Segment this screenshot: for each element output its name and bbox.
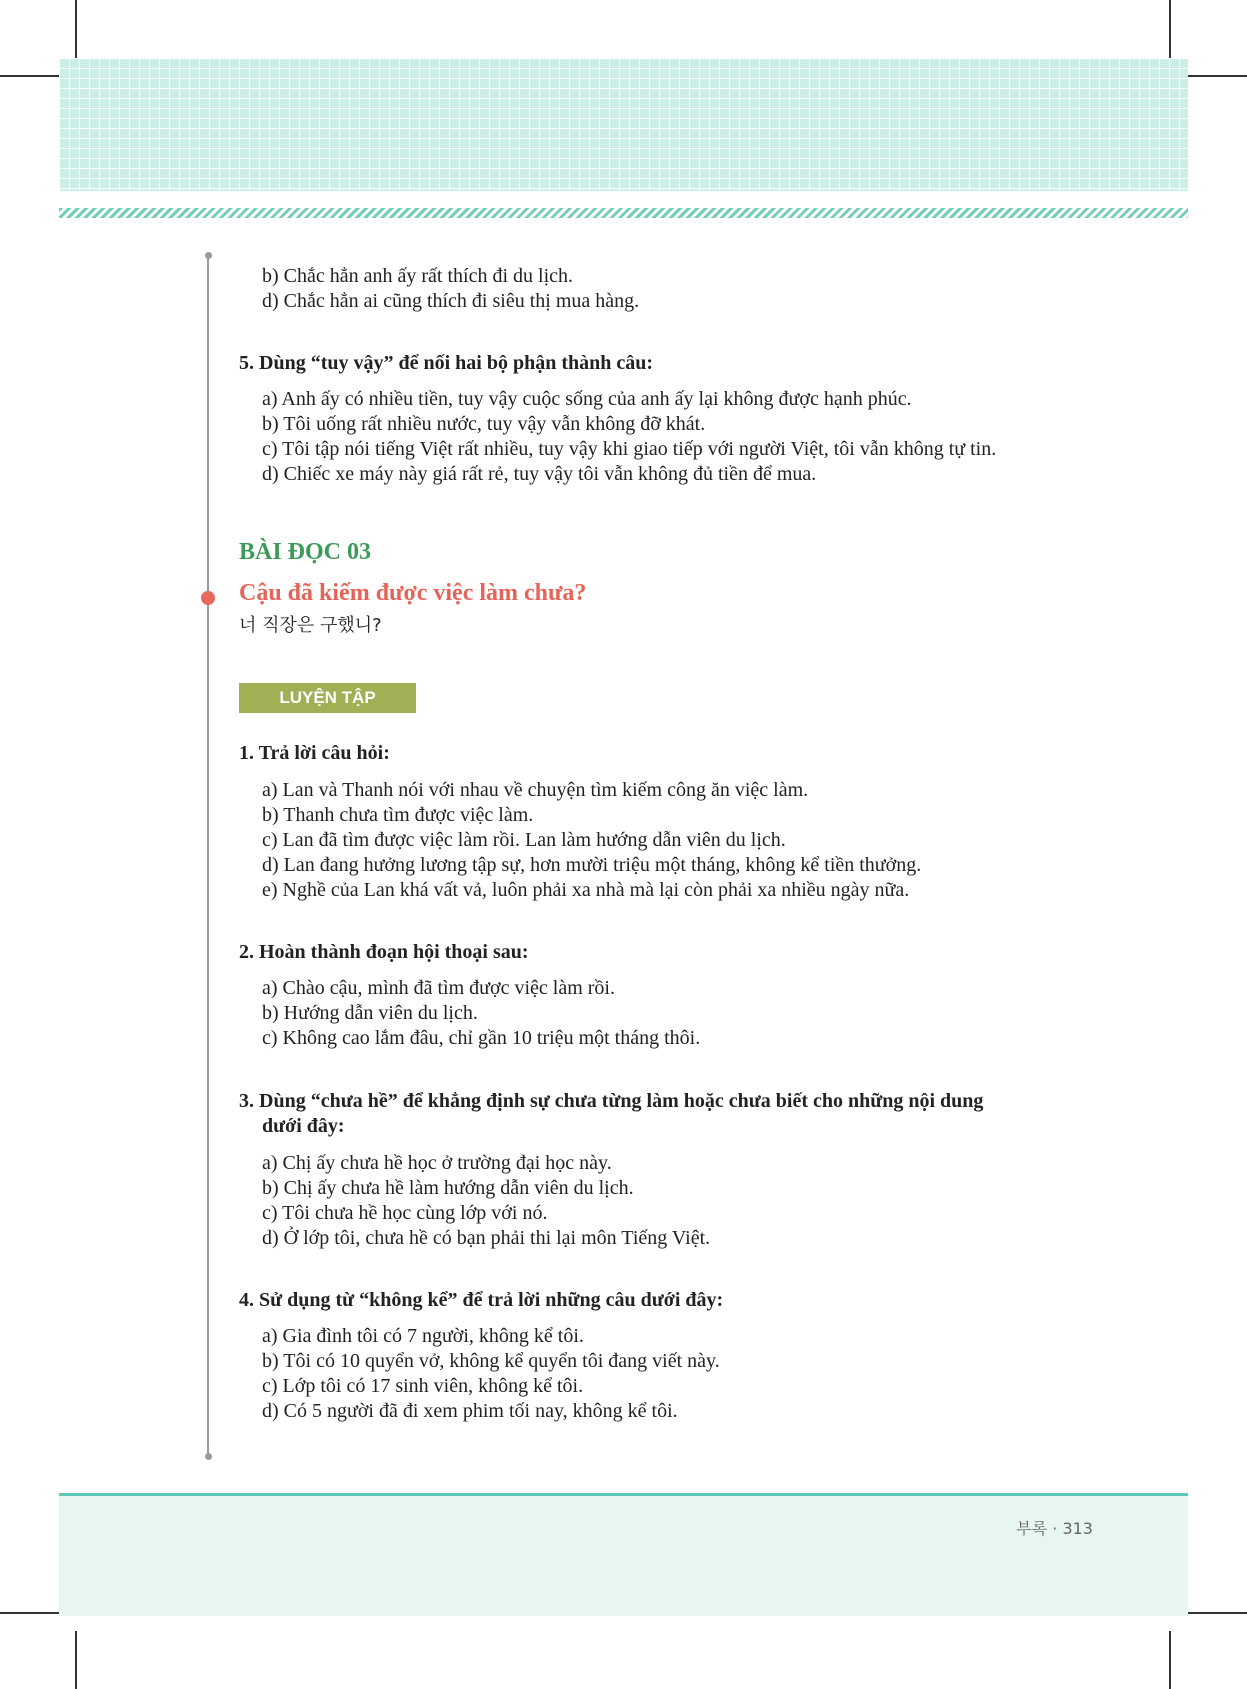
crop-mark (1169, 0, 1171, 58)
list-item: a) Lan và Thanh nói với nhau về chuyện tìm kiếm công ăn việc làm. (262, 779, 809, 801)
exercise-heading: 5. Dùng “tuy vậy” để nối hai bộ phận thành câu: (239, 352, 654, 374)
list-item: d) Lan đang hưởng lương tập sự, hơn mười triệu một tháng, không kể tiền thưởng. (262, 854, 922, 876)
list-item: b) Tôi có 10 quyển vở, không kể quyển tôi đang viết này. (262, 1350, 720, 1372)
page-number: 부록 · 313 (1016, 1519, 1093, 1538)
list-item: d) Chắc hẳn ai cũng thích đi siêu thị mua hàng. (262, 290, 640, 312)
header-grid-band (59, 58, 1188, 191)
list-item: a) Chị ấy chưa hề học ở trường đại học này. (262, 1152, 612, 1174)
list-item: c) Lan đã tìm được việc làm rồi. Lan làm hướng dẫn viên du lịch. (262, 829, 786, 851)
list-item: c) Tôi chưa hề học cùng lớp với nó. (262, 1202, 548, 1224)
list-item: b) Chắc hẳn anh ấy rất thích đi du lịch. (262, 265, 574, 287)
list-item: c) Lớp tôi có 17 sinh viên, không kể tôi. (262, 1375, 584, 1397)
list-item: e) Nghề của Lan khá vất vả, luôn phải xa nhà mà lại còn phải xa nhiều ngày nữa. (262, 879, 910, 901)
list-item: b) Thanh chưa tìm được việc làm. (262, 804, 534, 826)
section-title: BÀI ĐỌC 03 (239, 539, 372, 565)
exercise-heading: 3. Dùng “chưa hề” để khẳng định sự chưa từng làm hoặc chưa biết cho những nội dung (239, 1090, 984, 1112)
crop-mark (75, 0, 77, 58)
header-hatch-stripe (59, 208, 1188, 218)
list-item: c) Tôi tập nói tiếng Việt rất nhiều, tuy vậy khi giao tiếp với người Việt, tôi vẫn không tự tin. (262, 438, 997, 460)
crop-mark (1188, 1612, 1247, 1614)
list-item: b) Hướng dẫn viên du lịch. (262, 1002, 478, 1024)
list-item: b) Tôi uống rất nhiều nước, tuy vậy vẫn không đỡ khát. (262, 413, 706, 435)
list-item: d) Chiếc xe máy này giá rất rẻ, tuy vậy tôi vẫn không đủ tiền để mua. (262, 463, 817, 485)
exercise-heading-continued: dưới đây: (262, 1115, 345, 1137)
list-item: d) Có 5 người đã đi xem phim tối nay, không kể tôi. (262, 1400, 678, 1422)
footer-band (59, 1493, 1188, 1616)
lesson-title-korean: 너 직장은 구했니? (239, 615, 382, 636)
margin-dot-top (205, 252, 212, 259)
crop-mark (1169, 1631, 1171, 1689)
crop-mark (0, 75, 59, 77)
exercise-heading: 2. Hoàn thành đoạn hội thoại sau: (239, 941, 529, 963)
crop-mark (1188, 75, 1247, 77)
list-item: a) Anh ấy có nhiều tiền, tuy vậy cuộc sống của anh ấy lại không được hạnh phúc. (262, 388, 912, 410)
crop-mark (0, 1612, 59, 1614)
list-item: a) Chào cậu, mình đã tìm được việc làm rồi. (262, 977, 615, 999)
margin-dot-bottom (205, 1453, 212, 1460)
exercise-heading: 4. Sử dụng từ “không kể” để trả lời những câu dưới đây: (239, 1289, 724, 1311)
list-item: d) Ở lớp tôi, chưa hề có bạn phải thi lại môn Tiếng Việt. (262, 1227, 711, 1249)
exercise-heading: 1. Trả lời câu hỏi: (239, 742, 390, 764)
list-item: c) Không cao lắm đâu, chỉ gần 10 triệu một tháng thôi. (262, 1027, 701, 1049)
lesson-title: Cậu đã kiếm được việc làm chưa? (239, 580, 587, 606)
margin-line (207, 255, 209, 1457)
list-item: a) Gia đình tôi có 7 người, không kể tôi. (262, 1325, 584, 1347)
list-item: b) Chị ấy chưa hề làm hướng dẫn viên du lịch. (262, 1177, 634, 1199)
crop-mark (75, 1631, 77, 1689)
practice-badge: LUYỆN TẬP (239, 683, 416, 713)
section-marker-dot (201, 591, 215, 605)
